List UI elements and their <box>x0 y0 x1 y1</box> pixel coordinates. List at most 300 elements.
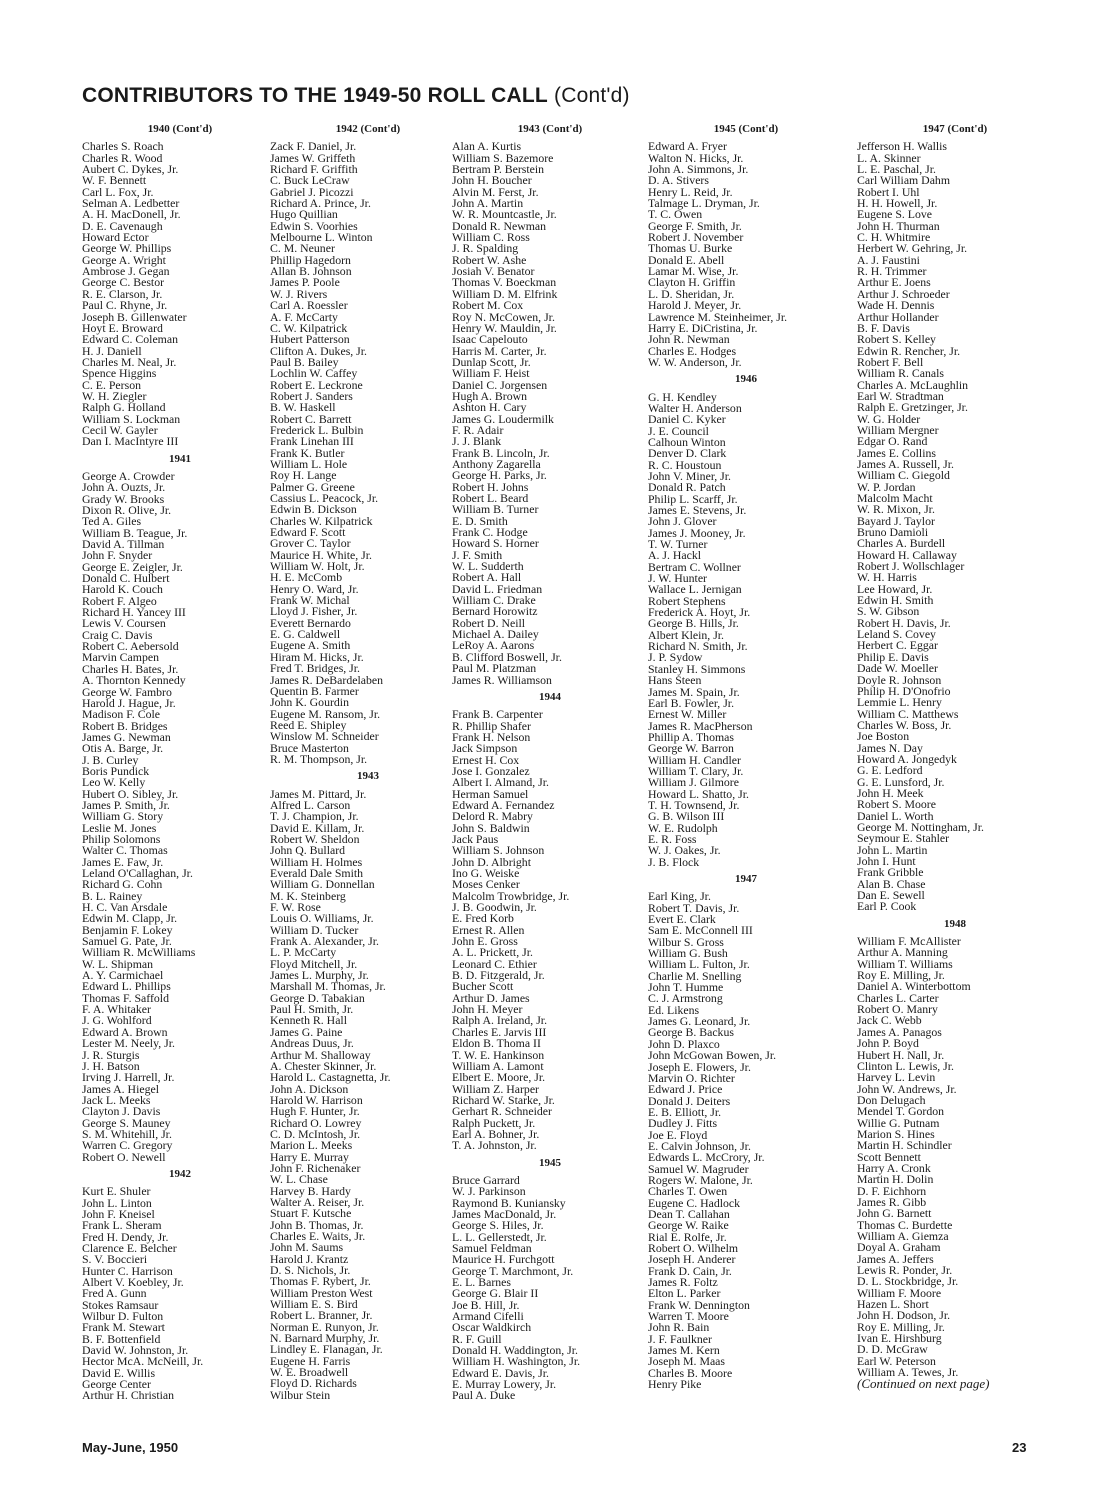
contributor-name: T. H. Townsend, Jr. <box>648 797 740 812</box>
contributor-name: Gerhart R. Schneider <box>452 1104 552 1119</box>
contributor-name: S. V. Boccieri <box>82 1252 148 1267</box>
contributor-name: Dade W. Moeller <box>857 661 938 676</box>
contributor-name: Robert H. Davis, Jr. <box>857 615 951 630</box>
contributor-name: E. Murray Lowery, Jr. <box>452 1377 557 1392</box>
contributor-name: Carl William Dahm <box>857 173 951 188</box>
contributor-name: William J. Gilmore <box>648 775 739 790</box>
contributor-name: Frank B. Lincoln, Jr. <box>452 445 550 460</box>
contributor-name: Lindley E. Flanagan, Jr. <box>270 1342 383 1357</box>
contributor-name: Bruno Damioli <box>857 525 929 540</box>
contributor-name: Joe Boston <box>857 729 910 744</box>
contributor-name: E. B. Elliott, Jr. <box>648 1104 722 1119</box>
contributor-name: John I. Hunt <box>857 854 916 868</box>
contributor-name: J. F. Faulkner <box>648 1331 712 1346</box>
contributor-name: John McGowan Bowen, Jr. <box>648 1048 777 1063</box>
contributor-name: Walter A. Reiser, Jr. <box>270 1194 365 1209</box>
contributor-name: G. H. Kendley <box>648 389 717 404</box>
contributor-name: William G. Bush <box>648 946 728 961</box>
contributor-name: W. H. Ziegler <box>82 388 147 403</box>
contributor-name: R. C. Houstoun <box>648 457 722 472</box>
contributor-name: Harold L. Castagnetta, Jr. <box>270 1070 391 1085</box>
contributor-name: Marvin O. Richter <box>648 1070 735 1085</box>
contributor-name: James G. Paine <box>270 1024 343 1039</box>
contributor-name: Earl A. Bohner, Jr. <box>452 1126 540 1141</box>
year-heading: 1945 <box>539 1156 561 1169</box>
contributor-name: E. Fred Korb <box>452 911 514 926</box>
contributor-name: Wade H. Dennis <box>857 298 935 313</box>
contributor-name: C. E. Person <box>82 377 141 392</box>
contributor-name: David E. Willis <box>82 1365 156 1380</box>
year-heading: 1946 <box>735 373 757 386</box>
contributor-name: Charles A. Burdell <box>857 536 946 551</box>
contributor-name: Ralph G. Holland <box>82 400 166 415</box>
contributor-name: James P. Poole <box>270 275 340 290</box>
contributor-name: A. L. Prickett, Jr. <box>452 945 533 960</box>
contributor-name: S. W. Gibson <box>857 604 920 619</box>
year-heading: 1944 <box>539 690 561 703</box>
contributor-name: Richard N. Smith, Jr. <box>648 639 748 654</box>
contributor-name: Martin H. Schindler <box>857 1138 952 1153</box>
contributor-name: Robert C. Aebersold <box>82 639 179 654</box>
contributor-name: Frank M. Stewart <box>82 1320 165 1335</box>
contributor-name: James G. Leonard, Jr. <box>648 1014 751 1029</box>
contributor-name: Donald C. Hulbert <box>82 571 170 586</box>
contributor-name: Ralph E. Gretzinger, Jr. <box>857 400 968 415</box>
contributor-name: Arthur J. Schroeder <box>857 286 950 301</box>
year-heading: 1942 (Cont'd) <box>335 123 401 135</box>
contributor-name: John K. Gourdin <box>270 695 349 710</box>
contributor-name: A. F. McCarty <box>270 309 338 324</box>
contributor-name: John F. Kneisel <box>82 1206 155 1221</box>
contributor-name: Alvin M. Ferst, Jr. <box>452 184 539 199</box>
contributor-name: Frederick L. Bulbin <box>270 422 364 437</box>
contributor-name: Robert W. Sheldon <box>270 831 360 846</box>
contributor-name: Cassius L. Peacock, Jr. <box>270 491 379 505</box>
contributor-name: Edward A. Brown <box>82 1024 168 1039</box>
contributor-name: Edgar O. Rand <box>857 434 928 449</box>
contributor-name: S. M. Whitehill, Jr. <box>82 1126 172 1141</box>
contributor-name: R. Phillip Shafer <box>452 718 531 733</box>
contributor-name: Roy E. Milling, Jr. <box>857 1319 945 1334</box>
contributor-name: Anthony Zagarella <box>452 456 541 471</box>
contributor-name: Joseph M. Maas <box>648 1354 726 1369</box>
contributor-name: Hector McA. McNeill, Jr. <box>82 1354 204 1369</box>
contributor-name: F. R. Adair <box>452 422 504 437</box>
contributor-name: Maurice H. Furchgott <box>452 1252 555 1267</box>
contributor-name: John S. Baldwin <box>452 820 530 835</box>
contributor-name: Charlie M. Snelling <box>648 968 742 983</box>
contributor-name: Leonard C. Ethier <box>452 956 537 971</box>
contributor-name: Louis O. Williams, Jr. <box>270 911 374 926</box>
contributor-name: Richard W. Starke, Jr. <box>452 1092 555 1107</box>
contributor-name: Roy N. McCowen, Jr. <box>452 309 555 324</box>
contributor-name: R. F. Guill <box>452 1331 502 1346</box>
contributor-name: James R. MacPherson <box>648 718 753 733</box>
contributor-name: F. W. Rose <box>270 900 321 915</box>
contributor-name: W. H. Harris <box>857 570 917 585</box>
contributor-name: Richard H. Yancey III <box>82 605 186 620</box>
contributor-name: Frank L. Sheram <box>82 1218 162 1233</box>
contributor-name: Clinton L. Lewis, Jr. <box>857 1058 954 1073</box>
contributor-name: Leland O'Callaghan, Jr. <box>82 866 193 880</box>
contributor-name: Albert I. Almand, Jr. <box>452 775 549 790</box>
contributor-name: Andreas Duus, Jr. <box>270 1036 354 1051</box>
contributor-name: T. C. Owen <box>648 207 703 222</box>
contributor-name: A. Y. Carmichael <box>82 968 164 983</box>
contributor-name: Scott Bennett <box>857 1149 921 1164</box>
contributor-name: E. D. Smith <box>452 513 508 528</box>
contributor-name: Lester M. Neely, Jr. <box>82 1036 175 1051</box>
page-heading <box>82 84 630 108</box>
contributor-name: William G. Donnellan <box>270 877 375 892</box>
issue-date: May-June, 1950 <box>82 1440 179 1455</box>
contributor-name: W. J. Rivers <box>270 286 328 301</box>
contributor-name: John Q. Bullard <box>270 843 346 858</box>
contributor-name: D. D. McGraw <box>857 1342 928 1357</box>
contributor-name: D. L. Stockbridge, Jr. <box>857 1274 959 1289</box>
contributor-name: Arthur Hollander <box>857 309 939 324</box>
contributor-name: George H. Parks, Jr. <box>452 468 547 483</box>
contributor-name: Leland S. Covey <box>857 627 936 642</box>
contributor-name: James R. Williamson <box>452 672 552 687</box>
contributor-name: Eugene C. Hadlock <box>648 1195 741 1210</box>
contributor-name: Stokes Ramsaur <box>82 1297 159 1312</box>
contributor-name: Samuel W. Magruder <box>648 1161 749 1176</box>
contributor-name: Eugene M. Ransom, Jr. <box>270 706 381 721</box>
contributor-name: John D. Albright <box>452 854 531 869</box>
contributor-name: Stuart F. Kutsche <box>270 1206 352 1221</box>
contributor-name: Samuel Feldman <box>452 1241 532 1255</box>
contributor-name: Ambrose J. Gegan <box>82 264 170 279</box>
contributor-name: Michael A. Dailey <box>452 627 539 642</box>
contributor-name: B. Clifford Boswell, Jr. <box>452 649 562 664</box>
contributor-name: Palmer G. Greene <box>270 479 355 494</box>
contributor-name: Paul M. Platzman <box>452 661 537 676</box>
contributor-name: James M. Pittard, Jr. <box>270 786 367 801</box>
contributor-name: Joe E. Floyd <box>648 1127 708 1142</box>
contributor-name: Roy E. Milling, Jr. <box>857 968 945 983</box>
contributor-name: L. L. Gellerstedt, Jr. <box>452 1229 547 1244</box>
contributor-name: B. D. Fitzgerald, Jr. <box>452 968 545 983</box>
contributor-name: Ed. Likens <box>648 1002 700 1017</box>
contributor-name: Ino G. Weiske <box>452 866 520 880</box>
contributor-name: Robert B. Bridges <box>82 718 168 733</box>
contributor-name: James A. Panagos <box>857 1024 942 1039</box>
contributor-name: Charles A. McLaughlin <box>857 377 969 392</box>
contributor-name: Isaac Capelouto <box>452 332 528 347</box>
contributor-name: Benjamin F. Lokey <box>82 922 173 937</box>
contributor-name: E. L. Barnes <box>452 1275 511 1290</box>
contributor-name: Harry E. Murray <box>270 1149 349 1164</box>
contributor-name: Albert V. Koebley, Jr. <box>82 1275 184 1290</box>
contributor-name: Jack Simpson <box>452 741 518 756</box>
contributor-name: Howard S. Horner <box>452 536 539 551</box>
contributor-name: Harris M. Carter, Jr. <box>452 343 547 358</box>
contributor-name: Frank B. Carpenter <box>452 707 543 722</box>
column-5 <box>857 124 1053 1390</box>
contributor-name: James R. DeBardelaben <box>270 672 384 687</box>
contributor-name: Everett Bernardo <box>270 615 351 630</box>
contributor-name: Robert E. Leckrone <box>270 377 363 392</box>
contributor-name: James R. Gibb <box>857 1194 927 1209</box>
contributor-name: Ralph Puckett, Jr. <box>452 1115 536 1130</box>
contributor-name: Bucher Scott <box>452 979 514 994</box>
contributor-name: Hazen L. Short <box>857 1297 929 1312</box>
contributor-name: Martin H. Dolin <box>857 1172 934 1187</box>
contributor-name: Elbert E. Moore, Jr. <box>452 1070 546 1085</box>
contributor-name: John B. Thomas, Jr. <box>270 1217 364 1232</box>
contributor-name: James E. Collins <box>857 445 936 460</box>
contributor-name: George S. Mauney <box>82 1115 171 1130</box>
contributor-name: George B. Hills, Jr. <box>648 616 739 631</box>
contributor-name: Hubert O. Sibley, Jr. <box>82 786 179 801</box>
contributor-name: Daniel A. Winterbottom <box>857 979 971 994</box>
contributor-name: Robert A. Hall <box>452 570 522 585</box>
contributor-name: John M. Saums <box>270 1240 344 1255</box>
contributor-name: J. P. Sydow <box>648 650 703 665</box>
contributor-name: Ernest R. Allen <box>452 922 525 937</box>
contributor-name: William H. Holmes <box>270 854 363 869</box>
contributor-name: Willie G. Putnam <box>857 1115 940 1130</box>
contributor-name: Daniel C. Kyker <box>648 412 726 427</box>
contributor-name: Delord R. Mabry <box>452 809 533 824</box>
contributor-name: James P. Smith, Jr. <box>82 797 170 812</box>
contributor-name: Robert M. Cox <box>452 298 524 313</box>
year-heading: 1948 <box>944 917 966 930</box>
contributor-name: Daniel L. Worth <box>857 808 934 823</box>
contributor-name: Earl King, Jr. <box>648 889 711 904</box>
contributor-name: George S. Hiles, Jr. <box>452 1218 544 1233</box>
contributor-name: Robert F. Algeo <box>82 593 157 608</box>
contributor-name: Carl L. Fox, Jr. <box>82 184 154 199</box>
contributor-name: James A. Jeffers <box>857 1251 934 1266</box>
contributor-name: Moses Cenker <box>452 877 520 892</box>
contributor-name: Paul C. Rhyne, Jr. <box>82 298 168 313</box>
column-1 <box>82 124 278 1402</box>
contributor-name: William H. Candler <box>648 752 741 767</box>
contributor-name: C. M. Neuner <box>270 241 335 256</box>
contributor-name: Howard A. Jongedyk <box>857 751 957 766</box>
contributor-name: Carl A. Roessler <box>270 298 348 313</box>
contributor-name: John A. Ouzts, Jr. <box>82 480 166 495</box>
contributor-name: John V. Miner, Jr. <box>648 468 731 483</box>
contributor-name: Robert S. Kelley <box>857 332 936 347</box>
contributor-name: Doyal A. Graham <box>857 1240 941 1255</box>
contributor-name: Edward A. Fryer <box>648 139 727 154</box>
contributor-name: James G. Loudermilk <box>452 411 554 426</box>
contributor-name: Lochlin W. Caffey <box>270 366 358 381</box>
contributor-name: Wilbur D. Fulton <box>82 1309 164 1324</box>
contributor-name: Frank D. Cain, Jr. <box>648 1263 732 1278</box>
contributor-name: James R. Foltz <box>648 1275 718 1290</box>
contributor-name: J. E. Council <box>648 423 709 438</box>
contributor-name: John E. Gross <box>452 934 518 949</box>
contributor-name: George C. Bestor <box>82 275 165 290</box>
contributor-name: Edward L. Phillips <box>82 979 171 994</box>
contributor-name: Thomas F. Saffold <box>82 990 169 1005</box>
contributor-name: J. F. Smith <box>452 547 503 562</box>
contributor-name: Lewis V. Coursen <box>82 616 166 631</box>
column-3 <box>452 124 648 1402</box>
contributor-name: Arthur A. Manning <box>857 945 948 960</box>
contributor-name: B. L. Rainey <box>82 888 143 903</box>
contributor-name: Phillip A. Thomas <box>648 729 734 744</box>
contributor-name: Spence Higgins <box>82 366 157 381</box>
contributor-name: Hoyt E. Broward <box>82 320 163 335</box>
contributor-name: Robert C. Barrett <box>270 411 352 426</box>
contributor-name: Lamar M. Wise, Jr. <box>648 264 739 279</box>
contributor-name: G. E. Lunsford, Jr. <box>857 774 945 789</box>
contributor-name: Robert O. Newell <box>82 1149 166 1164</box>
contributor-name: J. W. Hunter <box>648 571 707 586</box>
contributor-name: Charles T. Owen <box>648 1184 728 1199</box>
contributor-name: Mendel T. Gordon <box>857 1104 945 1119</box>
contributor-name: Robert W. Ashe <box>452 252 527 267</box>
contributor-name: Dixon R. Olive, Jr. <box>82 503 172 517</box>
contributor-name: Edward F. Scott <box>270 525 346 540</box>
contributor-name: James E. Stevens, Jr. <box>648 503 747 517</box>
contributor-name: William G. Story <box>82 809 164 824</box>
contributor-name: John H. Meyer <box>452 1002 523 1017</box>
contributor-name: E. R. Foss <box>648 831 697 846</box>
contributor-name: Wilbur S. Gross <box>648 934 724 949</box>
contributor-name: B. W. Haskell <box>270 400 336 415</box>
contributor-name: George W. Fambro <box>82 684 172 699</box>
contributor-name: Thomas V. Boeckman <box>452 275 557 290</box>
contributor-name: George A. Wright <box>82 252 166 267</box>
contributor-name: Charles E. Jarvis III <box>452 1024 547 1039</box>
contributor-name: Harold K. Couch <box>82 582 163 597</box>
contributor-name: H. H. Howell, Jr. <box>857 196 938 211</box>
year-heading: 1942 <box>169 1167 191 1180</box>
contributor-name: William C. Giegold <box>857 468 950 483</box>
contributor-name: William B. Teague, Jr. <box>82 525 188 540</box>
contributor-name: Philip L. Scarff, Jr. <box>648 491 738 506</box>
contributor-name: Ted A. Giles <box>82 514 142 529</box>
contributor-name: Ivan E. Hirshburg <box>857 1331 942 1346</box>
contributor-name: R. H. Trimmer <box>857 264 927 279</box>
contributor-name: T. W. E. Hankinson <box>452 1047 545 1062</box>
contributor-name: Warren T. Moore <box>648 1309 729 1324</box>
column-2 <box>270 124 466 1401</box>
contributor-name: Hugo Quillian <box>270 207 338 222</box>
contributor-name: L. E. Paschal, Jr. <box>857 162 936 177</box>
contributor-name: Hiram M. Hicks, Jr. <box>270 649 364 664</box>
contributor-name: Philip Solomons <box>82 831 161 846</box>
contributor-name: John A. Simmons, Jr. <box>648 162 749 177</box>
contributor-name: Denver D. Clark <box>648 446 727 461</box>
contributor-name: Rial E. Rolfe, Jr. <box>648 1229 727 1244</box>
contributor-name: Howard Ector <box>82 230 149 245</box>
contributor-name: Charles E. Waits, Jr. <box>270 1229 366 1243</box>
contributor-name: Sam E. McConnell III <box>648 923 753 938</box>
contributor-name: Harold J. Meyer, Jr. <box>648 298 742 313</box>
contributor-name: Jack L. Meeks <box>82 1092 151 1107</box>
contributor-name: Walter C. Thomas <box>82 843 168 858</box>
contributor-name: C. D. McIntosh, Jr. <box>270 1126 361 1141</box>
contributor-name: Charles L. Carter <box>857 990 939 1005</box>
contributor-name: Jefferson H. Wallis <box>857 139 948 154</box>
contributor-name: E. Calvin Johnson, Jr. <box>648 1138 751 1153</box>
contributor-name: William L. Hole <box>270 456 348 471</box>
contributor-name: Albert Klein, Jr. <box>648 627 725 642</box>
heading-continued: (Cont'd) <box>554 84 630 107</box>
contributor-name: Bruce Masterton <box>270 740 349 755</box>
contributor-name: R. M. Thompson, Jr. <box>270 751 368 766</box>
contributor-name: James L. Murphy, Jr. <box>270 968 369 983</box>
contributor-name: Phillip Hagedorn <box>270 252 351 267</box>
contributor-name: John L. Linton <box>82 1195 152 1210</box>
contributor-name: Harvey L. Levin <box>857 1070 936 1085</box>
continued-note: (Continued on next page) <box>857 1376 990 1392</box>
page-number: 23 <box>1012 1440 1027 1455</box>
contributor-name: Bertram C. Wollner <box>648 559 741 574</box>
contributor-name: William S. Johnson <box>452 843 545 858</box>
contributor-name: Boris Pundick <box>82 763 150 778</box>
contributor-name: John R. Bain <box>648 1320 710 1335</box>
contributor-name: Frank H. Nelson <box>452 729 531 744</box>
contributor-name: Clifton A. Dukes, Jr. <box>270 343 368 358</box>
contributor-name: Melbourne L. Winton <box>270 230 373 245</box>
contributor-name: Josiah V. Benator <box>452 264 535 279</box>
contributor-name: David W. Johnston, Jr. <box>82 1343 189 1358</box>
contributor-name: John J. Glover <box>648 514 717 529</box>
contributor-name: William F. McAllister <box>857 934 961 949</box>
contributor-name: William R. Canals <box>857 366 945 381</box>
contributor-name: Lawrence M. Steinheimer, Jr. <box>648 309 788 324</box>
contributor-name: David L. Friedman <box>452 581 543 596</box>
contributor-name: William L. Fulton, Jr. <box>648 957 750 972</box>
contributor-name: Joe B. Hill, Jr. <box>452 1297 520 1312</box>
contributor-name: Robert D. Neill <box>452 615 526 630</box>
contributor-name: Bernard Horowitz <box>452 604 538 619</box>
contributor-name: Eldon B. Thoma II <box>452 1036 541 1051</box>
contributor-name: Robert L. Beard <box>452 491 529 505</box>
contributor-name: Robert I. Uhl <box>857 184 920 199</box>
contributor-name: William C. Drake <box>452 593 536 608</box>
contributor-name: W. W. Anderson, Jr. <box>648 354 742 369</box>
contributor-name: Wilbur Stein <box>270 1387 331 1402</box>
contributor-name: William F. Moore <box>857 1285 942 1300</box>
contributor-name: Kenneth R. Hall <box>270 1013 347 1028</box>
contributor-name: Leslie M. Jones <box>82 820 157 835</box>
contributor-name: Selman A. Ledbetter <box>82 196 180 211</box>
contributor-name: J. G. Wohlford <box>82 1013 152 1028</box>
contributor-name: George A. Crowder <box>82 468 175 483</box>
contributor-name: William S. Bazemore <box>452 150 554 165</box>
contributor-name: Robert Stephens <box>648 593 726 608</box>
contributor-name: William Preston West <box>270 1285 373 1300</box>
contributor-name: Elton L. Parker <box>648 1286 721 1301</box>
contributor-name: George E. Zeigler, Jr. <box>82 559 183 574</box>
contributor-name: John R. Newman <box>648 332 730 347</box>
contributor-name: Frank A. Alexander, Jr. <box>270 934 379 949</box>
contributor-name: Norman E. Runyon, Jr. <box>270 1319 379 1334</box>
contributor-name: James J. Mooney, Jr. <box>648 525 746 540</box>
year-heading: 1941 <box>169 452 191 465</box>
contributor-name: N. Barnard Murphy, Jr. <box>270 1331 380 1346</box>
contributor-name: James W. Griffeth <box>270 150 356 165</box>
contributor-name: William T. Clary, Jr. <box>648 763 744 778</box>
contributor-name: W. L. Shipman <box>82 956 153 971</box>
contributor-name: Charles H. Bates, Jr. <box>82 661 179 676</box>
contributor-name: Allan B. Johnson <box>270 264 352 279</box>
contributor-name: J. B. Curley <box>82 752 139 767</box>
contributor-name: Edward E. Davis, Jr. <box>452 1365 549 1380</box>
contributor-name: Everald Dale Smith <box>270 866 364 880</box>
contributor-name: Stanley H. Simmons <box>648 661 746 676</box>
contributor-name: Joseph H. Anderer <box>648 1252 736 1267</box>
